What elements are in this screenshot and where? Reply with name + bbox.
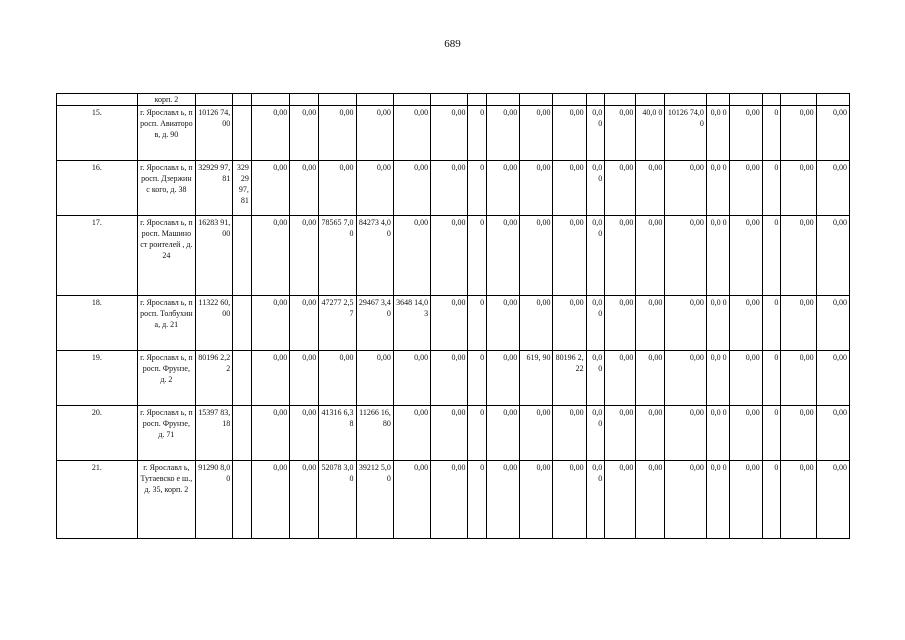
value-cell: 52078 3,00	[319, 461, 356, 539]
value-cell: 0,00	[605, 216, 636, 296]
empty-cell	[195, 94, 232, 106]
empty-cell	[233, 94, 252, 106]
value-cell: 0,00	[520, 406, 553, 461]
value-cell: 0,00	[553, 216, 586, 296]
value-cell: 0,00	[781, 461, 816, 539]
value-cell: 10126 74,00	[195, 106, 232, 161]
value-cell: 11322 60,00	[195, 296, 232, 351]
row-number-cell: 15.	[57, 106, 138, 161]
empty-cell	[319, 94, 356, 106]
value-cell: 0,0 0	[706, 216, 729, 296]
value-cell: 80196 2,22	[553, 351, 586, 406]
value-cell: 0,00	[781, 161, 816, 216]
value-cell: 0,00	[816, 461, 849, 539]
empty-cell	[57, 94, 138, 106]
empty-cell	[520, 94, 553, 106]
row-number-cell: 18.	[57, 296, 138, 351]
value-cell: 32929 97,81	[195, 161, 232, 216]
value-cell: 0,00	[636, 216, 665, 296]
value-cell: 0,00	[605, 406, 636, 461]
value-cell: 0,00	[636, 351, 665, 406]
value-cell: 0,00	[319, 351, 356, 406]
table-row	[57, 161, 850, 216]
value-cell: 0,00	[290, 106, 319, 161]
value-cell: 0,00	[251, 406, 289, 461]
value-cell: 41316 6,38	[319, 406, 356, 461]
value-cell: 0	[762, 296, 781, 351]
value-cell: 0,0 0	[706, 296, 729, 351]
value-cell: 0,00	[665, 216, 706, 296]
address-cell: г. Ярославл ь, просп. Фрунзе, д. 2	[137, 351, 195, 406]
value-cell: 0,00	[393, 351, 430, 406]
value-cell: 0,00	[487, 461, 520, 539]
value-cell: 0,00	[251, 296, 289, 351]
value-cell: 10126 74,00	[665, 106, 706, 161]
value-cell: 0	[468, 296, 487, 351]
value-cell: 0	[468, 406, 487, 461]
value-cell: 0,00	[553, 106, 586, 161]
address-cell: г. Ярославл ь, просп. Толбухин а, д. 21	[137, 296, 195, 351]
table-row	[57, 106, 850, 161]
value-cell: 0,00	[781, 406, 816, 461]
value-cell: 0	[762, 351, 781, 406]
value-cell: 0,00	[393, 216, 430, 296]
table-row-continuation	[57, 94, 850, 106]
value-cell: 0,00	[781, 106, 816, 161]
value-cell: 0,00	[393, 106, 430, 161]
value-cell: 0,00	[487, 161, 520, 216]
value-cell: 16283 91,00	[195, 216, 232, 296]
value-cell: 0,00	[553, 161, 586, 216]
value-cell: 0,00	[251, 351, 289, 406]
value-cell	[233, 406, 252, 461]
value-cell	[233, 216, 252, 296]
value-cell: 0,00	[290, 296, 319, 351]
value-cell: 0,00	[356, 106, 393, 161]
value-cell: 0	[762, 216, 781, 296]
value-cell: 32929 97,81	[233, 161, 252, 216]
value-cell: 0,00	[319, 106, 356, 161]
address-cell: корп. 2	[137, 94, 195, 106]
value-cell: 0,00	[431, 106, 468, 161]
value-cell: 78565 7,00	[319, 216, 356, 296]
value-cell: 0,00	[816, 351, 849, 406]
value-cell: 3648 14,03	[393, 296, 430, 351]
empty-cell	[251, 94, 289, 106]
value-cell: 0,00	[431, 406, 468, 461]
value-cell: 0,00	[251, 106, 289, 161]
value-cell: 0,00	[431, 161, 468, 216]
value-cell: 0,00	[665, 406, 706, 461]
value-cell: 0	[468, 351, 487, 406]
value-cell: 40,0 0	[636, 106, 665, 161]
address-cell: г. Ярославл ь, просп. Машиност роителей , д. 24	[137, 216, 195, 296]
value-cell: 0	[762, 161, 781, 216]
value-cell: 0,00	[520, 106, 553, 161]
value-cell: 0,00	[431, 461, 468, 539]
value-cell: 0,00	[520, 216, 553, 296]
value-cell: 0,00	[781, 296, 816, 351]
value-cell: 0,00	[356, 161, 393, 216]
value-cell	[233, 461, 252, 539]
value-cell: 0,00	[251, 161, 289, 216]
value-cell: 0,00	[781, 351, 816, 406]
value-cell: 0,00	[636, 161, 665, 216]
value-cell: 0,00	[487, 406, 520, 461]
value-cell: 0,00	[816, 406, 849, 461]
value-cell: 0,00	[729, 216, 762, 296]
empty-cell	[781, 94, 816, 106]
value-cell: 0,00	[816, 296, 849, 351]
value-cell: 0,0 0	[706, 161, 729, 216]
data-table	[56, 93, 850, 539]
value-cell: 39212 5,00	[356, 461, 393, 539]
value-cell: 0,00	[553, 461, 586, 539]
value-cell: 91290 8,00	[195, 461, 232, 539]
value-cell: 0,00	[520, 461, 553, 539]
value-cell: 0,00	[729, 106, 762, 161]
value-cell: 0,00	[816, 106, 849, 161]
value-cell: 0,00	[431, 351, 468, 406]
value-cell: 0,00	[636, 406, 665, 461]
value-cell: 0,00	[319, 161, 356, 216]
value-cell: 0,00	[729, 406, 762, 461]
empty-cell	[553, 94, 586, 106]
value-cell: 0,00	[729, 296, 762, 351]
value-cell: 0	[762, 406, 781, 461]
value-cell: 0,00	[251, 461, 289, 539]
value-cell: 0,00	[553, 296, 586, 351]
value-cell: 0,0 0	[586, 296, 605, 351]
value-cell: 0	[762, 106, 781, 161]
value-cell: 0,0 0	[706, 461, 729, 539]
value-cell	[233, 296, 252, 351]
address-cell: г. Ярославл ь, Тутаевско е ш., д. 35, корп. 2	[137, 461, 195, 539]
value-cell: 0,00	[393, 461, 430, 539]
empty-cell	[356, 94, 393, 106]
value-cell: 0,00	[487, 106, 520, 161]
row-number-cell: 20.	[57, 406, 138, 461]
value-cell: 0,00	[605, 351, 636, 406]
value-cell: 84273 4,00	[356, 216, 393, 296]
value-cell: 0,00	[665, 351, 706, 406]
value-cell: 0,0 0	[586, 161, 605, 216]
empty-cell	[729, 94, 762, 106]
row-number-cell: 21.	[57, 461, 138, 539]
value-cell: 0,00	[290, 406, 319, 461]
value-cell: 0,00	[487, 296, 520, 351]
empty-cell	[468, 94, 487, 106]
value-cell: 0,00	[781, 216, 816, 296]
value-cell: 0,00	[487, 351, 520, 406]
empty-cell	[487, 94, 520, 106]
value-cell: 0	[468, 461, 487, 539]
value-cell: 0,0 0	[586, 406, 605, 461]
table-row	[57, 216, 850, 296]
empty-cell	[706, 94, 729, 106]
address-cell: г. Ярославл ь, просп. Авиаторо в, д. 90	[137, 106, 195, 161]
value-cell: 0,0 0	[706, 351, 729, 406]
empty-cell	[290, 94, 319, 106]
row-number-cell: 16.	[57, 161, 138, 216]
value-cell: 0,00	[605, 461, 636, 539]
value-cell: 0,00	[636, 461, 665, 539]
empty-cell	[605, 94, 636, 106]
value-cell: 0,00	[605, 161, 636, 216]
value-cell: 0,00	[605, 106, 636, 161]
address-cell: г. Ярославл ь, просп. Дзержинс кого, д. 38	[137, 161, 195, 216]
value-cell: 0,00	[816, 161, 849, 216]
table-row	[57, 461, 850, 539]
value-cell: 0,0 0	[586, 461, 605, 539]
value-cell: 0,00	[290, 351, 319, 406]
empty-cell	[393, 94, 430, 106]
value-cell: 0,0 0	[706, 406, 729, 461]
value-cell: 619, 90	[520, 351, 553, 406]
page-number: 689	[444, 38, 461, 50]
value-cell: 0,00	[290, 216, 319, 296]
value-cell: 0,00	[729, 161, 762, 216]
value-cell: 0,00	[665, 161, 706, 216]
value-cell: 0,0 0	[706, 106, 729, 161]
empty-cell	[431, 94, 468, 106]
value-cell: 0,00	[816, 216, 849, 296]
value-cell: 0,00	[665, 461, 706, 539]
value-cell: 15397 83,18	[195, 406, 232, 461]
table-row	[57, 351, 850, 406]
value-cell: 80196 2,22	[195, 351, 232, 406]
value-cell	[233, 106, 252, 161]
value-cell	[233, 351, 252, 406]
value-cell: 0,00	[487, 216, 520, 296]
value-cell: 0,00	[431, 216, 468, 296]
value-cell: 0,00	[553, 406, 586, 461]
empty-cell	[586, 94, 605, 106]
value-cell: 11266 16,80	[356, 406, 393, 461]
value-cell: 0,00	[605, 296, 636, 351]
value-cell: 0,00	[520, 161, 553, 216]
value-cell: 0,00	[393, 161, 430, 216]
value-cell: 0	[468, 161, 487, 216]
table-row	[57, 296, 850, 351]
value-cell: 0,00	[729, 461, 762, 539]
value-cell: 0,00	[290, 461, 319, 539]
value-cell: 0,00	[520, 296, 553, 351]
value-cell: 0,00	[431, 296, 468, 351]
value-cell: 0,00	[251, 216, 289, 296]
value-cell: 0,00	[290, 161, 319, 216]
value-cell: 0,00	[729, 351, 762, 406]
value-cell: 0,0 0	[586, 106, 605, 161]
address-cell: г. Ярославл ь, просп. Фрунзе, д. 71	[137, 406, 195, 461]
empty-cell	[762, 94, 781, 106]
value-cell: 0,00	[356, 351, 393, 406]
value-cell: 0,00	[393, 406, 430, 461]
value-cell: 0	[468, 216, 487, 296]
table-row	[57, 406, 850, 461]
empty-cell	[816, 94, 849, 106]
empty-cell	[636, 94, 665, 106]
value-cell: 0,0 0	[586, 351, 605, 406]
value-cell: 0	[468, 106, 487, 161]
row-number-cell: 19.	[57, 351, 138, 406]
value-cell: 0,0 0	[586, 216, 605, 296]
row-number-cell: 17.	[57, 216, 138, 296]
empty-cell	[665, 94, 706, 106]
value-cell: 47277 2,57	[319, 296, 356, 351]
value-cell: 0,00	[636, 296, 665, 351]
value-cell: 0	[762, 461, 781, 539]
value-cell: 29467 3,40	[356, 296, 393, 351]
value-cell: 0,00	[665, 296, 706, 351]
